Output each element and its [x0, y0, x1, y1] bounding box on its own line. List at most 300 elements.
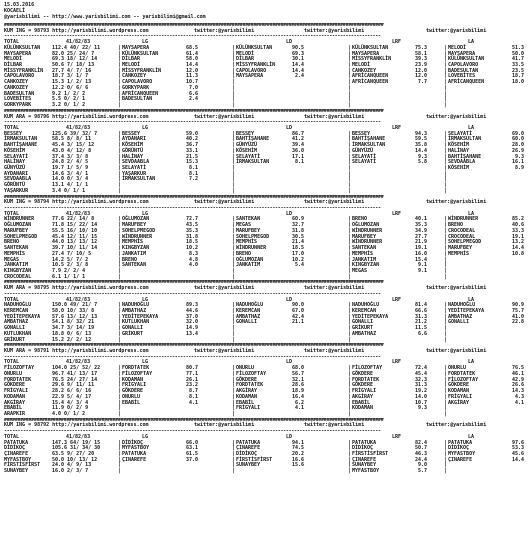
column-divider: |: [232, 468, 236, 475]
total-score: 69.3 18/ 12/ 14: [52, 56, 98, 63]
lrf-horse: MAYSAPERA: [352, 50, 380, 57]
column-divider: |: [232, 136, 236, 143]
twitter-handle: twitter:@yarisbilimi: [194, 348, 255, 355]
ld-horse: DİLBAR: [236, 56, 255, 63]
lrf-value: 5.7: [417, 468, 427, 475]
col-total-label: TOTAL: [4, 39, 20, 46]
column-divider: |: [118, 376, 122, 383]
lrf-value: 19.2: [414, 388, 427, 395]
column-divider: |: [444, 302, 448, 309]
column-divider: |: [348, 96, 352, 103]
ld-horse: BESSEY: [236, 130, 255, 137]
column-divider: |: [118, 176, 122, 183]
column-divider: |: [118, 227, 122, 234]
lg-horse: BRENO: [122, 256, 138, 263]
total-score: 14.2 5/ 7/ 2: [52, 256, 89, 263]
column-divider: |: [118, 233, 122, 240]
race-id-link: KUM ARA = 98791 http://yarisbilimi.wordpress.com: [4, 348, 149, 355]
lg-value: 35.3: [185, 227, 198, 234]
column-divider: |: [348, 142, 352, 149]
lrf-horse: JANKATIM: [352, 256, 377, 263]
total-score: 3.4 0/ 1/ 1: [52, 187, 86, 194]
horse-name: FORDTATEK: [4, 376, 32, 383]
ld-value: 8.1: [294, 159, 304, 166]
column-divider: |: [348, 233, 352, 240]
column-divider: |: [348, 102, 352, 109]
horse-name: DİLBAR: [4, 62, 23, 69]
race-id-link: KUM ING = 98794 http://yarisbilimi.wordpress.com: [4, 199, 149, 206]
la-horse: LOVEBİTES: [448, 73, 476, 80]
column-divider: |: [348, 382, 352, 389]
column-divider: |: [348, 73, 352, 80]
ld-value: 21.1: [291, 319, 304, 326]
column-divider: |: [444, 405, 448, 412]
column-divider: |: [118, 50, 122, 57]
la-horse: KÖSEHİM: [448, 165, 470, 171]
twitter-handle: twitter:@yarisbilimi: [426, 285, 487, 292]
ld-value: 41.2: [291, 136, 304, 143]
lg-value: 8.1: [188, 393, 198, 400]
column-divider: |: [118, 262, 122, 269]
col-lg-label: LG: [142, 359, 149, 366]
lg-horse: FRİGYALI: [122, 382, 147, 389]
lrf-horse: GONALLI: [352, 319, 374, 326]
column-divider: |: [348, 302, 352, 309]
twitter-handle: twitter:@yarisbilimi: [304, 199, 365, 206]
col-la-label: LA: [468, 124, 475, 131]
total-score: 7.9 2/ 2/ 4: [52, 267, 86, 274]
horse-name: BRENO: [4, 239, 20, 246]
total-score: 55.5 16/ 10/ 10: [52, 227, 98, 234]
total-score: 3.2 0/ 1/ 2: [52, 102, 86, 109]
la-value: 90.9: [511, 302, 524, 309]
la-value: 45.6: [511, 451, 524, 457]
col-ld-label: LD: [286, 124, 293, 131]
horse-name: GORKYPARK: [4, 102, 32, 109]
column-divider: |: [118, 405, 122, 412]
col-ld-label: LD: [286, 433, 293, 440]
lg-value: 44.6: [185, 308, 198, 314]
horse-name: DİDİKOÇ: [4, 445, 26, 452]
column-divider: |: [348, 62, 352, 69]
lg-value: 23.2: [185, 382, 198, 389]
horse-name: SEVDAABLA: [4, 176, 32, 183]
column-divider: |: [348, 319, 352, 326]
column-divider: |: [444, 262, 448, 269]
column-divider: |: [348, 262, 352, 269]
lg-horse: CAPOLAVORO: [122, 79, 153, 86]
ld-value: 6.2: [294, 399, 304, 406]
column-divider: |: [232, 233, 236, 240]
lg-value: 13.4: [185, 330, 198, 337]
lrf-value: 27.7: [414, 233, 427, 240]
total-score: 28.2 6/ 6/ 16: [52, 388, 92, 395]
lg-value: 8.1: [188, 170, 198, 177]
col-total-label: TOTAL: [4, 296, 20, 303]
ld-value: 16.6: [291, 456, 304, 463]
col-lg-label: LG: [142, 296, 149, 303]
race-id-link: KUM ARA = 98796 http://yarisbilimi.wordpress.com: [4, 113, 149, 120]
column-divider: |: [348, 410, 352, 417]
lg-horse: GONALLI: [122, 325, 144, 332]
ld-value: 5.4: [294, 262, 304, 269]
column-divider: |: [118, 84, 122, 91]
horse-name: EBABİL: [4, 405, 23, 412]
column-divider: |: [232, 44, 236, 51]
ld-value: 69.3: [291, 50, 304, 57]
la-value: 26.9: [511, 147, 524, 154]
column-divider: |: [232, 365, 236, 372]
column-divider: |: [232, 445, 236, 452]
horse-name: AYDANARI: [4, 170, 29, 177]
horse-name: CAPOLAVORO: [4, 73, 35, 80]
horse-name: KINGBYZAN: [4, 267, 32, 274]
column-divider: |: [444, 451, 448, 457]
twitter-handle: twitter:@yarisbilimi: [194, 285, 255, 292]
column-divider: |: [444, 445, 448, 452]
ld-horse: MEGAS: [236, 222, 252, 229]
column-divider: |: [348, 159, 352, 166]
la-value: 28.0: [511, 142, 524, 149]
la-value: 26.6: [511, 382, 524, 389]
ld-value: 74.5: [291, 445, 304, 452]
lg-horse: WİNDRUNNER: [122, 233, 153, 240]
lg-horse: PATATUKA: [122, 451, 147, 457]
la-horse: BADESULTAN: [448, 67, 479, 74]
la-value: 75.7: [511, 308, 524, 314]
ld-value: 4.1: [294, 405, 304, 412]
lrf-horse: CANKOZEY: [352, 67, 377, 74]
lg-value: 80.7: [185, 365, 198, 372]
total-score: 82.0 25/ 24/ 7: [52, 50, 95, 57]
column-divider: |: [348, 165, 352, 171]
la-value: 4.1: [514, 399, 524, 406]
ld-horse: ÇINAREFE: [236, 445, 261, 452]
horse-name: KUTLUKHAN: [4, 330, 32, 337]
column-divider: |: [232, 222, 236, 229]
la-horse: SEVDAABLA: [448, 159, 476, 166]
lrf-value: 12.0: [414, 67, 427, 74]
la-horse: FİLOZOFTAY: [448, 376, 479, 383]
lrf-value: 72.4: [414, 365, 427, 372]
horse-name: GRİKURT: [4, 336, 26, 343]
la-value: 42.9: [511, 376, 524, 383]
lg-value: 59.0: [185, 130, 198, 137]
lrf-value: 34.9: [414, 227, 427, 234]
lrf-horse: GÜNYÜZÜ: [352, 147, 374, 154]
column-divider: |: [232, 456, 236, 463]
lg-value: 40.2: [185, 136, 198, 143]
ld-horse: GONALLI: [236, 319, 258, 326]
column-divider: |: [118, 239, 122, 246]
column-divider: |: [444, 50, 448, 57]
lrf-horse: DİDİKOÇ: [352, 445, 374, 452]
column-divider: |: [348, 376, 352, 383]
lrf-value: 11.5: [414, 325, 427, 332]
la-horse: AMBATHAZ: [448, 313, 473, 320]
la-value: 50.0: [511, 50, 524, 57]
ld-horse: MELODİ: [236, 50, 255, 57]
total-score: 22.9 5/ 4/ 17: [52, 393, 92, 400]
total-score: 19.7 1/ 5/ 9: [52, 165, 89, 171]
ld-horse: FİRSTİSFİRST: [236, 456, 273, 463]
total-score: 6.1 1/ 1/ 1: [52, 273, 86, 280]
la-value: 33.5: [511, 62, 524, 69]
column-divider: |: [348, 405, 352, 412]
total-score: 45.4 12/ 11/ 15: [52, 233, 98, 240]
lg-value: 63.1: [185, 445, 198, 452]
total-score: 27.7 4/ 7/ 16: [52, 67, 92, 74]
horse-name: BAHTİŞAHANE: [4, 142, 38, 149]
total-score: 18.7 3/ 1/ 7: [52, 73, 89, 80]
lrf-horse: BAHTİŞAHANE: [352, 136, 386, 143]
ld-value: 68.0: [291, 365, 304, 372]
ld-value: 90.0: [291, 302, 304, 309]
column-divider: |: [232, 170, 236, 177]
column-divider: |: [118, 102, 122, 109]
column-divider: |: [118, 256, 122, 263]
column-divider: |: [348, 250, 352, 257]
lrf-value: 45.4: [414, 370, 427, 377]
column-divider: |: [232, 62, 236, 69]
column-divider: |: [348, 468, 352, 475]
column-divider: |: [232, 250, 236, 257]
column-divider: |: [444, 79, 448, 86]
lrf-value: 94.3: [414, 130, 427, 137]
horse-name: OĞLUMOZAN: [4, 222, 32, 229]
total-score: 50.0 10/ 13/ 12: [52, 456, 98, 463]
total-score: 16.0 2/ 3/ 7: [52, 468, 89, 475]
column-divider: |: [348, 273, 352, 280]
la-horse: DİDİKOÇ: [448, 445, 470, 452]
la-value: 14.3: [511, 388, 524, 395]
race-id-link: KUM ING = 98792 http://yarisbilimi.wordpress.com: [4, 422, 149, 429]
column-divider: |: [118, 67, 122, 74]
lg-value: 8.1: [188, 165, 198, 171]
ld-value: 17.1: [291, 153, 304, 160]
lrf-value: 9.1: [417, 262, 427, 269]
lrf-horse: WİNDRUNNER: [352, 239, 383, 246]
ld-horse: EBABİL: [236, 399, 255, 406]
lrf-value: 9.3: [417, 405, 427, 412]
column-divider: |: [118, 170, 122, 177]
lrf-value: 50.7: [414, 445, 427, 452]
column-divider: |: [444, 216, 448, 223]
lg-value: 32.0: [185, 319, 198, 326]
horse-name: GÖKDERE: [4, 382, 26, 389]
lrf-value: 15.4: [414, 256, 427, 263]
lrf-horse: AFRİCANQUEEN: [352, 79, 389, 86]
lg-horse: GORKYPARK: [122, 84, 150, 91]
horse-name: BADESULTAN: [4, 90, 35, 97]
column-divider: |: [232, 79, 236, 86]
column-divider: |: [444, 102, 448, 109]
column-divider: |: [232, 245, 236, 252]
lg-value: 7.0: [188, 84, 198, 91]
col-la-label: LA: [468, 296, 475, 303]
lrf-horse: FİRSTİSFİRST: [352, 451, 389, 457]
column-divider: |: [232, 330, 236, 337]
lg-horse: GÖKDERE: [122, 388, 144, 395]
la-value: 40.6: [511, 222, 524, 229]
ld-value: 42.4: [291, 313, 304, 320]
twitter-handle: twitter:@yarisbilimi: [304, 348, 365, 355]
column-divider: |: [444, 182, 448, 189]
column-divider: |: [232, 399, 236, 406]
lrf-horse: AFRİCANQUEEN: [352, 73, 389, 80]
col-la-label: LA: [468, 39, 475, 46]
ld-value: 28.6: [291, 382, 304, 389]
lrf-value: 7.7: [417, 79, 427, 86]
horse-name: MEGAS: [4, 256, 20, 263]
column-divider: |: [348, 182, 352, 189]
lrf-horse: KÜLÜNKSULTAN: [352, 44, 389, 51]
lg-horse: SELAYATİ: [122, 165, 147, 171]
report-credit: @yarisbilimi -- http://www.yarisbilimi.com -- yarisbilimi@gmail.com: [4, 14, 206, 20]
column-divider: |: [444, 376, 448, 383]
total-score: 29.6 9/ 11/ 11: [52, 382, 95, 389]
lg-value: 10.2: [185, 245, 198, 252]
total-score: 18.8 0/ 6/ 13: [52, 330, 92, 337]
lg-horse: DİDİKOÇ: [122, 439, 144, 446]
column-divider: |: [444, 187, 448, 194]
lrf-value: 31.3: [414, 382, 427, 389]
column-divider: |: [444, 239, 448, 246]
horse-name: KEREMCAN: [4, 308, 29, 314]
lrf-horse: YEDİTEPEKAYA: [352, 313, 389, 320]
ld-horse: FRİGYALI: [236, 405, 261, 412]
ld-value: 60.9: [291, 216, 304, 223]
la-horse: FORDTATEK: [448, 370, 476, 377]
column-divider: |: [232, 239, 236, 246]
col-lg-label: LG: [142, 39, 149, 46]
ld-horse: FORDTATEK: [236, 382, 264, 389]
column-divider: |: [444, 456, 448, 463]
column-divider: |: [348, 399, 352, 406]
horse-name: ONURLU: [4, 370, 23, 377]
column-divider: |: [348, 245, 352, 252]
column-divider: |: [118, 250, 122, 257]
section-separator: ############################################################################################################################################: [4, 108, 384, 114]
la-value: 4.3: [514, 393, 524, 400]
column-divider: |: [118, 62, 122, 69]
column-divider: |: [348, 336, 352, 343]
lg-value: 4.0: [188, 262, 198, 269]
column-divider: |: [348, 44, 352, 51]
column-divider: |: [232, 382, 236, 389]
horse-name: FİRSTİSFİRST: [4, 462, 41, 469]
lrf-value: 23.9: [414, 62, 427, 69]
lg-horse: NADUHOĞLU: [122, 302, 150, 309]
section-separator: ############################################################################################################################################: [4, 194, 384, 200]
lg-value: 77.1: [185, 370, 198, 377]
lg-horse: BADESULTAN: [122, 96, 153, 103]
section-rule: -------------------------------------------------------------------------------------------------------------------------------------------: [4, 206, 381, 212]
column-divider: |: [232, 262, 236, 269]
total-score: 63.5 9/ 27/ 20: [52, 451, 95, 457]
la-horse: MAYSAPERA: [448, 50, 476, 57]
column-divider: |: [118, 245, 122, 252]
total-score: 4.0 0/ 1/ 2: [52, 410, 86, 417]
column-divider: |: [348, 439, 352, 446]
lrf-horse: SELAYATİ: [352, 153, 377, 160]
la-value: 16.1: [511, 159, 524, 166]
lg-horse: MİSSYFRANKLİN: [122, 67, 162, 74]
lg-value: 68.5: [185, 44, 198, 51]
lg-value: 37.0: [185, 313, 198, 320]
column-divider: |: [348, 388, 352, 395]
column-divider: |: [348, 313, 352, 320]
column-divider: |: [444, 273, 448, 280]
ld-horse: BAHTİŞAHANE: [236, 136, 270, 143]
col-total-label: TOTAL: [4, 210, 20, 217]
horse-name: YAŞARKUR: [4, 187, 29, 194]
la-horse: FRİGYALI: [448, 393, 473, 400]
ld-value: 20.2: [291, 451, 304, 457]
la-horse: YEDİTEPEKAYA: [448, 308, 485, 314]
total-score: 39.7 10/ 11/ 14: [52, 245, 98, 252]
lg-value: 37.0: [185, 456, 198, 463]
twitter-handle: twitter:@yarisbilimi: [194, 422, 255, 429]
section-rule: -------------------------------------------------------------------------------------------------------------------------------------------: [4, 291, 381, 297]
lg-horse: MELODİ: [122, 62, 141, 69]
column-divider: |: [444, 44, 448, 51]
ld-horse: OĞLUMOZAN: [236, 256, 264, 263]
lg-value: 26.1: [185, 376, 198, 383]
total-score: 58.5 8/ 8/ 11: [52, 136, 92, 143]
horse-name: GÖRÜNTÜ: [4, 182, 26, 189]
lrf-value: 58.1: [414, 50, 427, 57]
ld-horse: GÖKDERE: [236, 376, 258, 383]
column-divider: |: [118, 462, 122, 469]
total-score: 112.4 40/ 22/ 11: [52, 44, 101, 51]
report-city: KOCAELİ: [4, 8, 26, 14]
column-divider: |: [348, 256, 352, 263]
lg-horse: SOHELPMEGOD: [122, 227, 156, 234]
ld-horse: FİLOZOFTAY: [236, 370, 267, 377]
column-divider: |: [348, 451, 352, 457]
la-horse: SOHELPMEGOD: [448, 239, 482, 246]
column-divider: |: [348, 456, 352, 463]
column-divider: |: [118, 388, 122, 395]
col-lrf-label: LRF: [392, 210, 402, 217]
column-divider: |: [118, 325, 122, 332]
lg-value: 66.0: [185, 439, 198, 446]
column-divider: |: [232, 267, 236, 274]
column-divider: |: [348, 170, 352, 177]
total-score: 9.2 1/ 2/ 2: [52, 90, 86, 97]
col-lrf-label: LRF: [392, 39, 402, 46]
section-separator: ############################################################################################################################################: [4, 23, 384, 28]
col-placings-label: 41/82/83: [66, 124, 91, 131]
lrf-horse: KODAMAN: [352, 405, 374, 412]
column-divider: |: [348, 239, 352, 246]
lrf-value: 10.7: [414, 399, 427, 406]
column-divider: |: [444, 165, 448, 171]
ld-horse: MARUFBEY: [236, 227, 261, 234]
column-divider: |: [444, 250, 448, 257]
lg-horse: FİLOZOFTAY: [122, 370, 153, 377]
lg-value: 61.4: [185, 50, 198, 57]
column-divider: |: [118, 302, 122, 309]
column-divider: |: [444, 388, 448, 395]
lg-horse: KÜLÜNKSULTAN: [122, 50, 159, 57]
column-divider: |: [348, 462, 352, 469]
column-divider: |: [444, 56, 448, 63]
lg-value: 4.1: [188, 399, 198, 406]
lrf-horse: GÖKDERE: [352, 370, 374, 377]
column-divider: |: [118, 267, 122, 274]
